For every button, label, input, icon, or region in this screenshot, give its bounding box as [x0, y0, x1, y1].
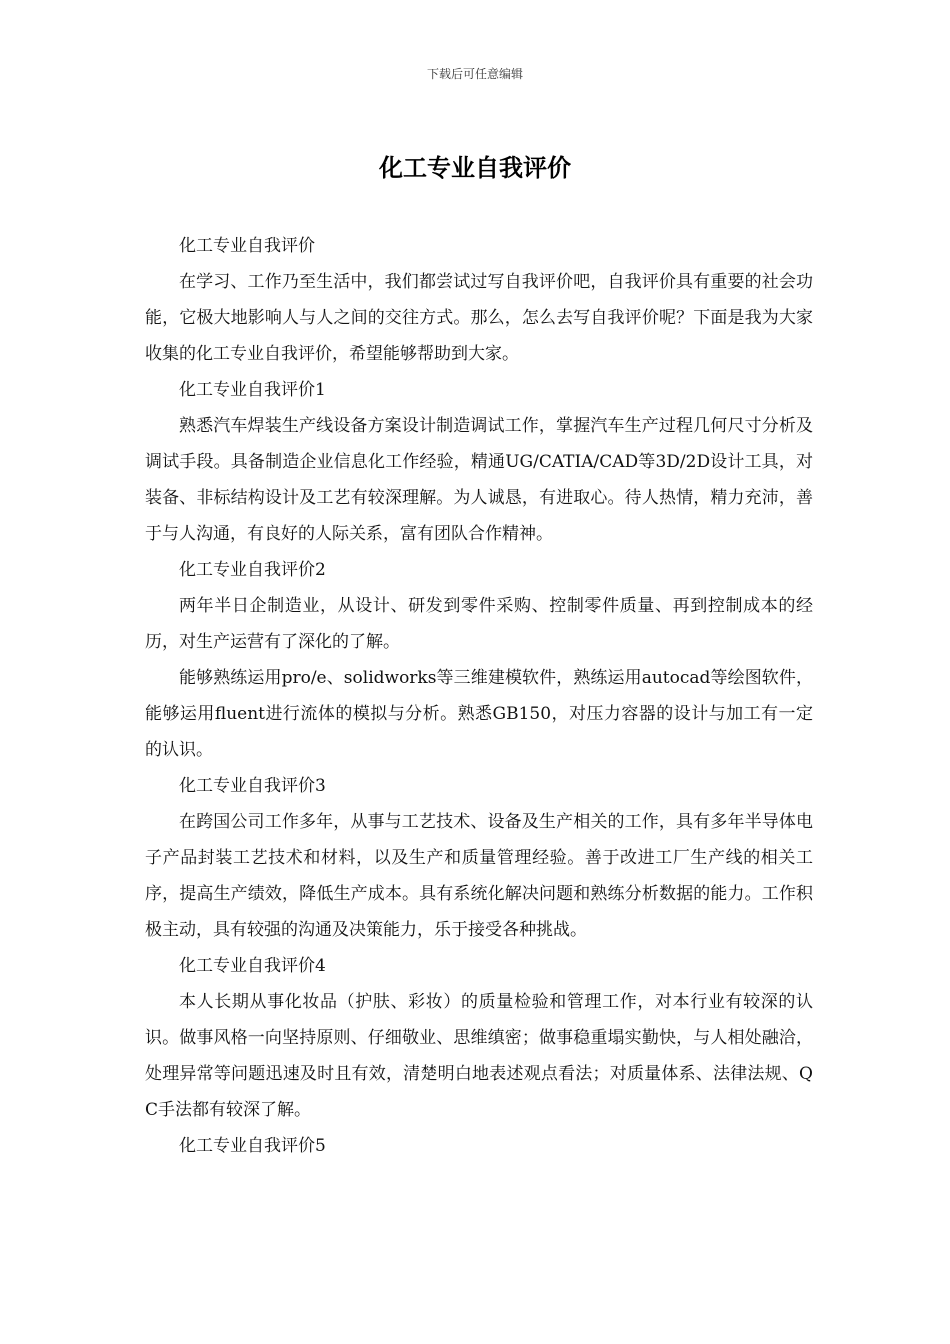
paragraph: 本人长期从事化妆品（护肤、彩妆）的质量检验和管理工作，对本行业有较深的认识。做事风格一向坚持原则、仔细敬业、思维缜密；做事稳重塌实勤快，与人相处融洽，处理异常等问题迅速及时且有效，清楚明白地表述观点看法；对质量体系、法律法规、QC手法都有较深了解。	[145, 992, 813, 1120]
paragraph: 熟悉汽车焊装生产线设备方案设计制造调试工作，掌握汽车生产过程几何尺寸分析及调试手段。具备制造企业信息化工作经验，精通UG/CATIA/CAD等3D/2D设计工具，对装备、非标结构设计及工艺有较深理解。为人诚恳，有进取心。待人热情，精力充沛，善于与人沟通，有良好的人际关系，富有团队合作精神。	[145, 416, 813, 544]
paragraph: 在学习、工作乃至生活中，我们都尝试过写自我评价吧，自我评价具有重要的社会功能，它极大地影响人与人之间的交往方式。那么，怎么去写自我评价呢？下面是我为大家收集的化工专业自我评价，希望能够帮助到大家。	[145, 272, 813, 364]
section-heading: 化工专业自我评价3	[179, 776, 326, 796]
header-note: 下载后可任意编辑	[426, 67, 523, 81]
document-title: 化工专业自我评价	[379, 153, 571, 182]
section-heading: 化工专业自我评价4	[179, 956, 326, 976]
section-heading: 化工专业自我评价5	[179, 1136, 326, 1156]
paragraph: 能够熟练运用pro/e、solidworks等三维建模软件，熟练运用autocad等绘图软件，能够运用fluent进行流体的模拟与分析。熟悉GB150，对压力容器的设计与加工有一定的认识。	[145, 668, 813, 760]
paragraph: 化工专业自我评价	[179, 236, 315, 256]
paragraph: 两年半日企制造业，从设计、研发到零件采购、控制零件质量、再到控制成本的经历，对生产运营有了深化的了解。	[145, 596, 813, 652]
section-heading: 化工专业自我评价2	[179, 560, 326, 580]
section-heading: 化工专业自我评价1	[179, 380, 326, 400]
paragraph: 在跨国公司工作多年，从事与工艺技术、设备及生产相关的工作，具有多年半导体电子产品封装工艺技术和材料，以及生产和质量管理经验。善于改进工厂生产线的相关工序，提高生产绩效，降低生产成本。具有系统化解决问题和熟练分析数据的能力。工作积极主动，具有较强的沟通及决策能力，乐于接受各种挑战。	[145, 812, 813, 940]
document-body	[145, 228, 813, 1164]
